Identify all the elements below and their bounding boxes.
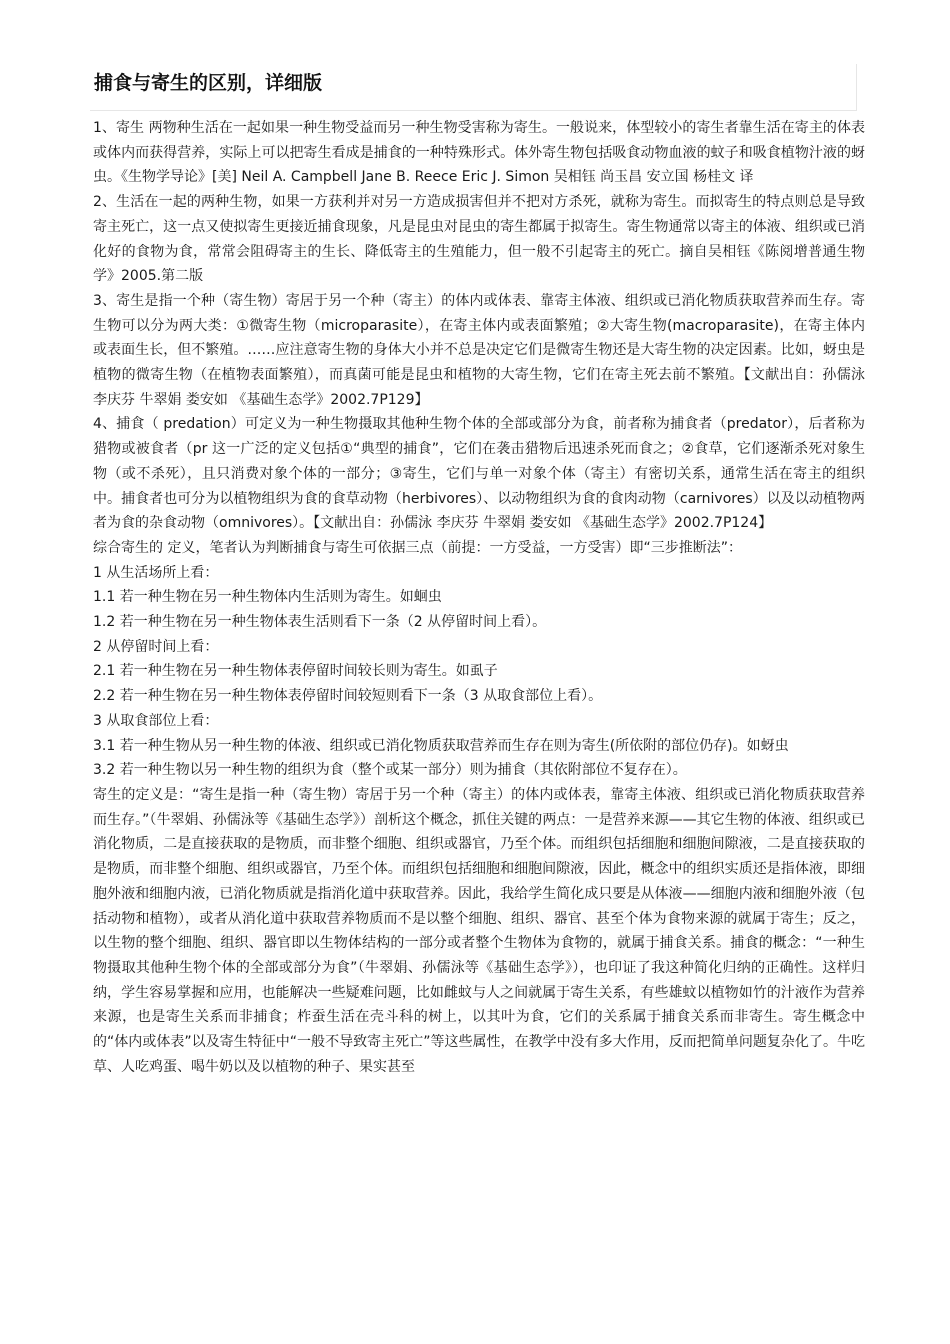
- step-2-2: 2.2 若一种生物在另一种生物体表停留时间较短则看下一条（3 从取食部位上看）。: [93, 688, 603, 705]
- title-box: [90, 64, 857, 111]
- step-3-1: 3.1 若一种生物从另一种生物的体液、组织或已消化物质获取营养而生存在则为寄生(所依附的部位仍存)。如蚜虫: [93, 737, 789, 754]
- paragraph-2: 2、生活在一起的两种生物，如果一方获利并对另一方造成损害但并不把对方杀死，就称为寄生。而拟寄生的特点则总是导致寄主死亡，这一点又使拟寄生更接近捕食现象，凡是昆虫对昆虫的寄生都属于拟寄生。寄生物通常以寄主的体液、组织或已消化好的食物为食，常常会阻碍寄主的生长、降低寄主的生殖能力，但一般不引起寄主的死亡。摘自吴相钰《陈阅增普通生物学》2005.第二版: [93, 194, 865, 285]
- discussion-paragraph: 寄生的定义是：“寄生是指一种（寄生物）寄居于另一个种（寄主）的体内或体表，靠寄主体液、组织或已消化物质获取营养而生存。”（牛翠娟、孙儒泳等《基础生态学》）剖析这个概念，抓住关键的两点：一是营养来源——其它生物的体液、组织或已消化物质，二是直接获取的是物质，而非整个细胞、组织或器官，乃至个体。而组织包括细胞和细胞间隙液，二是直接获取的是物质，而非整个细胞、组织或器官，乃至个体。而组织包括细胞和细胞间隙液，因此，概念中的组织实质还是指体液，即细胞外液和细胞内液，已消化物质就是指消化道中获取营养。因此，我给学生简化成只要是从体液——细胞内液和细胞外液（包括动物和植物），或者从消化道中获取营养物质而不是以整个细胞、组织、器官、甚至个体为食物来源的就属于寄生；反之，以生物的整个细胞、组织、器官即以生物体结构的一部分或者整个生物体为食物的，就属于捕食关系。捕食的概念：“一种生物摄取其他种生物个体的全部或部分为食”（牛翠娟、孙儒泳等《基础生态学》），也印证了我这种简化归纳的正确性。这样归纳，学生容易掌握和应用，也能解决一些疑难问题，比如雌蚊与人之间就属于寄生关系，有些雄蚊以植物如竹的汁液作为营养来源，也是寄生关系而非捕食；柞蚕生活在壳斗科的树上，以其叶为食，它们的关系属于捕食关系而非寄生。寄生概念中的“体内或体表”以及寄生特征中“一般不导致寄主死亡”等这些属性，在教学中没有多大作用，反而把简单问题复杂化了。牛吃草、人吃鸡蛋、喝牛奶以及以植物的种子、果实甚至: [93, 786, 865, 1075]
- paragraph-1: 1、寄生 两物种生活在一起如果一种生物受益而另一种生物受害称为寄生。一般说来，体型较小的寄生者靠生活在寄主的体表或体内而获得营养，实际上可以把寄生看成是捕食的一种特殊形式。体外寄生物包括吸食动物血液的蚊子和吸食植物汁液的蚜虫。《生物学导论》[美] Neil A. Campbell Jane B. Reece Eric J. Simon 吴相钰 尚玉昌 安立国 杨桂文 译: [93, 120, 865, 186]
- document-body: [93, 116, 865, 1079]
- step-1-1: 1.1 若一种生物在另一种生物体内生活则为寄生。如蛔虫: [93, 589, 442, 606]
- paragraph-4: 4、捕食（ predation）可定义为一种生物摄取其他种生物个体的全部或部分为食，前者称为捕食者（predator），后者称为猎物或被食者（pr 这一广泛的定义包括①“典型的捕食”，它们在袭击猎物后迅速杀死而食之；②食草，它们逐渐杀死对象生物（或不杀死），且只消费对象个体的一部分；③寄生，它们与单一对象个体（寄主）有密切关系，通常生活在寄主的组织中。捕食者也可分为以植物组织为食的食草动物（herbivores）、以动物组织为食的食肉动物（carnivores）以及以动植物两者为食的杂食动物（omnivores）。【文献出自：孙儒泳 李庆芬 牛翠娟 娄安如 《基础生态学》2002.7P124】: [93, 416, 865, 532]
- page-title: 捕食与寄生的区别，详细版: [94, 72, 323, 94]
- step-2-heading: 2 从停留时间上看：: [93, 638, 219, 655]
- step-1-2: 1.2 若一种生物在另一种生物体表生活则看下一条（2 从停留时间上看）。: [93, 614, 547, 631]
- summary-intro: 综合寄生的 定义，笔者认为判断捕食与寄生可依据三点（前提：一方受益，一方受害）即“三步推断法”：: [93, 539, 742, 556]
- step-2-1: 2.1 若一种生物在另一种生物体表停留时间较长则为寄生。如虱子: [93, 663, 498, 680]
- step-1-heading: 1 从生活场所上看：: [93, 564, 219, 581]
- paragraph-3: 3、寄生是指一个种（寄生物）寄居于另一个种（寄主）的体内或体表、靠寄主体液、组织或已消化物质获取营养而生存。寄生物可以分为两大类：①微寄生物（microparasite），在寄主体内或表面繁殖；②大寄生物(macroparasite)，在寄主体内或表面生长，但不繁殖。……应注意寄生物的身体大小并不总是决定它们是微寄生物还是大寄生物的决定因素。比如，蚜虫是植物的微寄生物（在植物表面繁殖），而真菌可能是昆虫和植物的大寄生物，它们在寄主死去前不繁殖。【文献出自：孙儒泳 李庆芬 牛翠娟 娄安如 《基础生态学》2002.7P129】: [93, 292, 865, 408]
- step-3-heading: 3 从取食部位上看：: [93, 712, 219, 729]
- step-3-2: 3.2 若一种生物以另一种生物的组织为食（整个或某一部分）则为捕食（其依附部位不复存在）。: [93, 762, 687, 779]
